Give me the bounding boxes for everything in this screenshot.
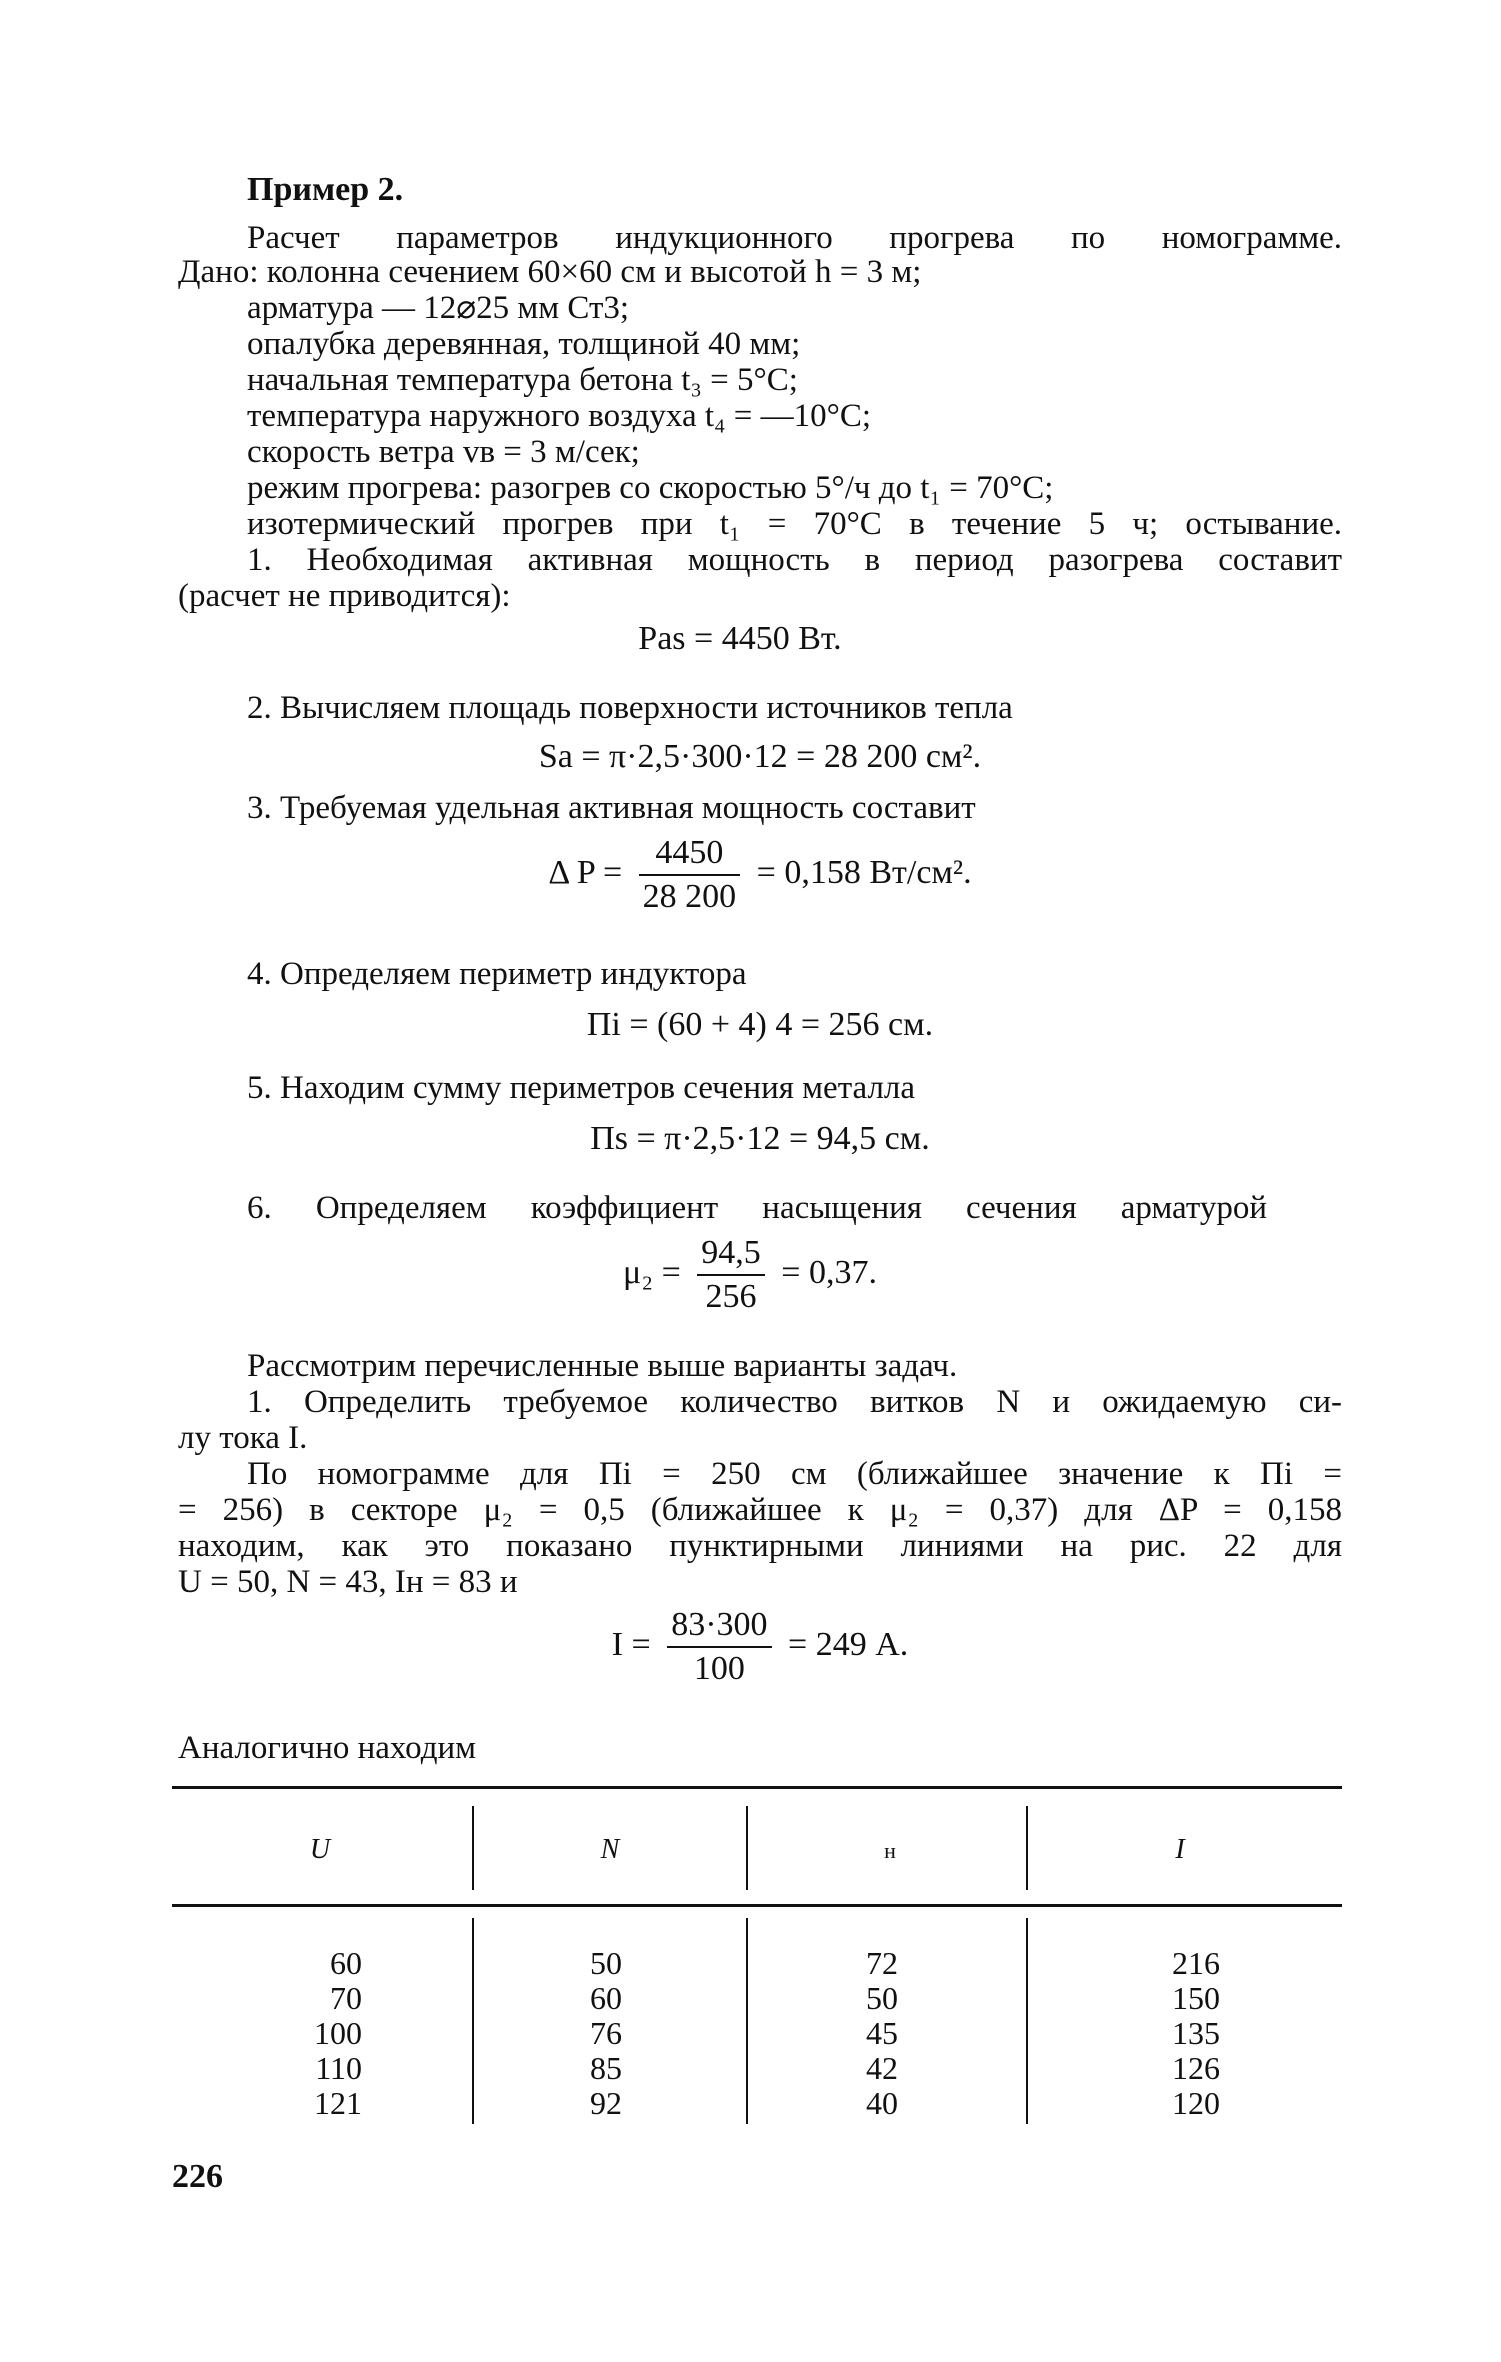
cell-i: 120 [1172, 2085, 1220, 2121]
metal-perimeter-equation: Пs = π·2,5·12 = 94,5 см. [590, 1120, 930, 1157]
nomogram-line-3: находим, как это показано пунктирными линиями на рис. 22 для [178, 1528, 1342, 1564]
cell-h: 42 [866, 2050, 898, 2086]
specific-power-denominator: 28 200 [642, 878, 737, 915]
step6-text: 6. Определяем коэффициент насыщения сечения арматурой [247, 1190, 1267, 1226]
area-equation: Sa = π·2,5·300·12 = 28 200 см². [538, 738, 982, 775]
variants-intro: Рассмотрим перечисленные выше варианты задач. [247, 1348, 958, 1384]
cell-n: 85 [590, 2050, 622, 2086]
cell-n: 92 [590, 2085, 622, 2121]
header-divider-2 [746, 1806, 748, 1890]
step4-text: 4. Определяем периметр индуктора [247, 956, 747, 992]
initial-temp-line: начальная температура бетона t₃ = 5°С; [247, 362, 798, 398]
header-h: н [884, 1838, 896, 1863]
column-n [576, 1946, 622, 2121]
current-fraction [667, 1604, 771, 1690]
column-i [1160, 1946, 1220, 2121]
cell-i: 126 [1172, 2050, 1220, 2086]
cell-h: 45 [866, 2015, 898, 2051]
header-i: I [1175, 1834, 1185, 1865]
saturation-fraction [697, 1232, 765, 1318]
table-header-rule [172, 1904, 1342, 1907]
cell-u: 100 [314, 2015, 362, 2051]
cell-i: 150 [1172, 1980, 1220, 2016]
nomogram-line-1: По номограмме для Пi = 250 см (ближайшее значение к Пi = [247, 1456, 1342, 1492]
step3-text: 3. Требуемая удельная активная мощность составит [247, 790, 976, 826]
given-line: Дано: колонна сечением 60×60 см и высотой h = 3 м; [178, 254, 922, 290]
saturation-numerator: 94,5 [697, 1232, 765, 1276]
perimeter-equation: Пi = (60 + 4) 4 = 256 см. [586, 1006, 934, 1043]
example-heading: Пример 2. [247, 171, 404, 208]
saturation-equation [520, 1232, 980, 1318]
cell-n: 76 [590, 2015, 622, 2051]
header-divider-3 [1026, 1806, 1028, 1890]
cell-u: 60 [330, 1945, 362, 1981]
column-h [852, 1946, 898, 2121]
rebar-line: арматура — 12⌀25 мм Ст3; [247, 290, 630, 326]
air-temp-line: температура наружного воздуха t₄ = —10°С; [247, 398, 872, 434]
body-divider-2 [746, 1918, 748, 2124]
current-numerator: 83·300 [667, 1604, 771, 1648]
power-equation: Pas = 4450 Вт. [638, 620, 842, 657]
specific-power-lhs: Δ P = [548, 853, 623, 891]
variant1-text: 1. Определить требуемое количество витков N и ожидаемую си- [247, 1384, 1342, 1420]
cell-i: 216 [1172, 1945, 1220, 1981]
body-divider-3 [1026, 1918, 1028, 2124]
isothermal-line: изотермический прогрев при t₁ = 70°С в течение 5 ч; остывание. [247, 506, 1342, 542]
cell-h: 40 [866, 2085, 898, 2121]
current-lhs: I = [611, 1625, 651, 1663]
cell-n: 60 [590, 1980, 622, 2016]
saturation-denominator: 256 [705, 1278, 757, 1315]
cell-i: 135 [1172, 2015, 1220, 2051]
cell-h: 50 [866, 1980, 898, 2016]
current-rhs: = 249 А. [788, 1625, 909, 1663]
cell-n: 50 [590, 1945, 622, 1981]
column-u [300, 1946, 362, 2121]
current-denominator: 100 [693, 1650, 745, 1687]
table-top-rule [172, 1786, 1342, 1789]
specific-power-rhs: = 0,158 Вт/см². [756, 853, 972, 891]
wind-line: скорость ветра vв = 3 м/сек; [247, 434, 640, 470]
heating-mode-line: режим прогрева: разогрев со скоростью 5°/ч до t₁ = 70°С; [247, 470, 1054, 506]
page-number: 226 [172, 2158, 223, 2195]
variant1-text-2: лу тока I. [178, 1420, 308, 1456]
header-divider-1 [472, 1806, 474, 1890]
step1-text: 1. Необходимая активная мощность в период разогрева составит [247, 542, 1342, 578]
header-u: U [309, 1834, 331, 1865]
intro-line-1: Расчет параметров индукционного прогрева по номограмме. [247, 220, 1342, 256]
nomogram-line-4: U = 50, N = 43, Iн = 83 и [178, 1564, 518, 1600]
cell-h: 72 [866, 1945, 898, 1981]
current-equation [560, 1604, 960, 1690]
cell-u: 110 [315, 2050, 362, 2086]
specific-power-equation [480, 832, 1040, 918]
table-intro: Аналогично находим [178, 1730, 477, 1766]
cell-u: 121 [314, 2085, 362, 2121]
specific-power-numerator: 4450 [639, 832, 741, 876]
header-n: N [600, 1834, 620, 1865]
step5-text: 5. Находим сумму периметров сечения металла [247, 1070, 916, 1106]
specific-power-fraction [639, 832, 741, 918]
body-divider-1 [472, 1918, 474, 2124]
step1-text-2: (расчет не приводится): [178, 578, 511, 614]
cell-u: 70 [330, 1980, 362, 2016]
saturation-lhs: μ₂ = [623, 1253, 681, 1291]
nomogram-line-2: = 256) в секторе μ₂ = 0,5 (ближайшее к μ₂ = 0,37) для ΔP = 0,158 [178, 1492, 1342, 1528]
formwork-line: опалубка деревянная, толщиной 40 мм; [247, 326, 801, 362]
step2-text: 2. Вычисляем площадь поверхности источников тепла [247, 690, 1013, 726]
saturation-rhs: = 0,37. [781, 1253, 877, 1291]
